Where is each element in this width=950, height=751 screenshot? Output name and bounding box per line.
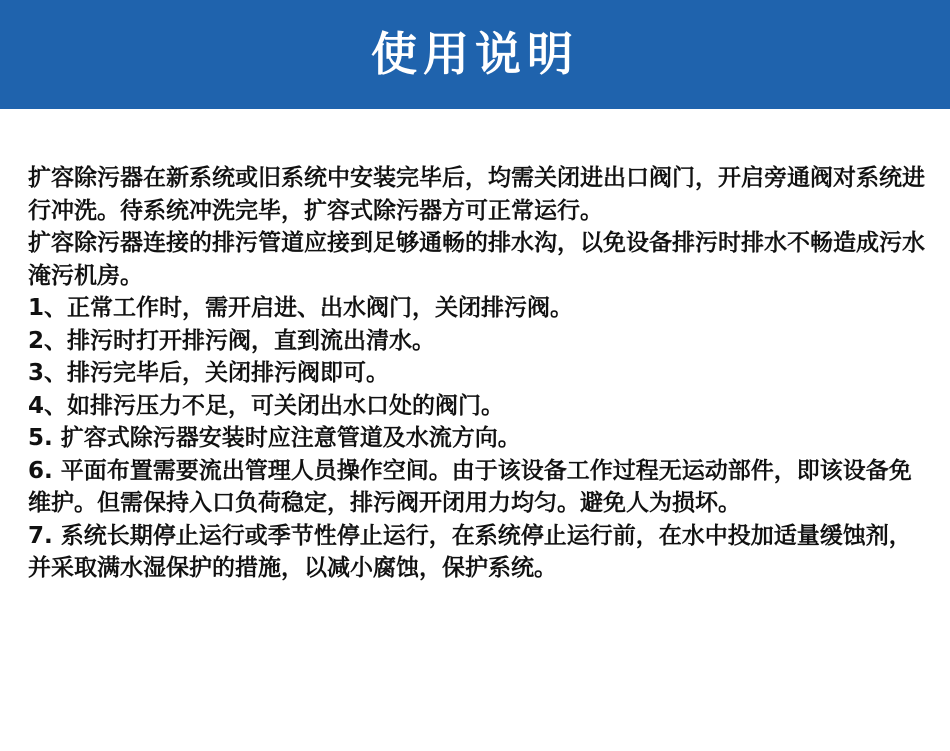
instruction-step-7: 7. 系统长期停止运行或季节性停止运行，在系统停止运行前，在水中投加适量缓蚀剂，并采取满水湿保护的措施，以减小腐蚀，保护系统。 xyxy=(28,522,912,581)
instruction-step-2: 2、排污时打开排污阀，直到流出清水。 xyxy=(28,327,436,354)
instruction-step-4: 4、如排污压力不足，可关闭出水口处的阀门。 xyxy=(28,392,505,419)
header-banner xyxy=(0,0,950,109)
instructions-body xyxy=(28,162,928,585)
instruction-step-6: 6. 平面布置需要流出管理人员操作空间。由于该设备工作过程无运动部件，即该设备免维护。但需保持入口负荷稳定，排污阀开闭用力均匀。避免人为损坏。 xyxy=(28,457,912,516)
instruction-step-5: 5. 扩容式除污器安装时应注意管道及水流方向。 xyxy=(28,425,521,451)
intro-paragraph-drain: 扩容除污器连接的排污管道应接到足够通畅的排水沟，以免设备排污时排水不畅造成污水淹污机房。 xyxy=(28,230,925,289)
page-title: 使用说明 xyxy=(371,26,579,81)
instruction-step-1: 1、正常工作时，需开启进、出水阀门，关闭排污阀。 xyxy=(28,295,574,321)
intro-paragraph-install: 扩容除污器在新系统或旧系统中安装完毕后，均需关闭进出口阀门，开启旁通阀对系统进行冲洗。待系统冲洗完毕，扩容式除污器方可正常运行。 xyxy=(28,165,925,224)
instruction-step-3: 3、排污完毕后，关闭排污阀即可。 xyxy=(28,360,390,386)
